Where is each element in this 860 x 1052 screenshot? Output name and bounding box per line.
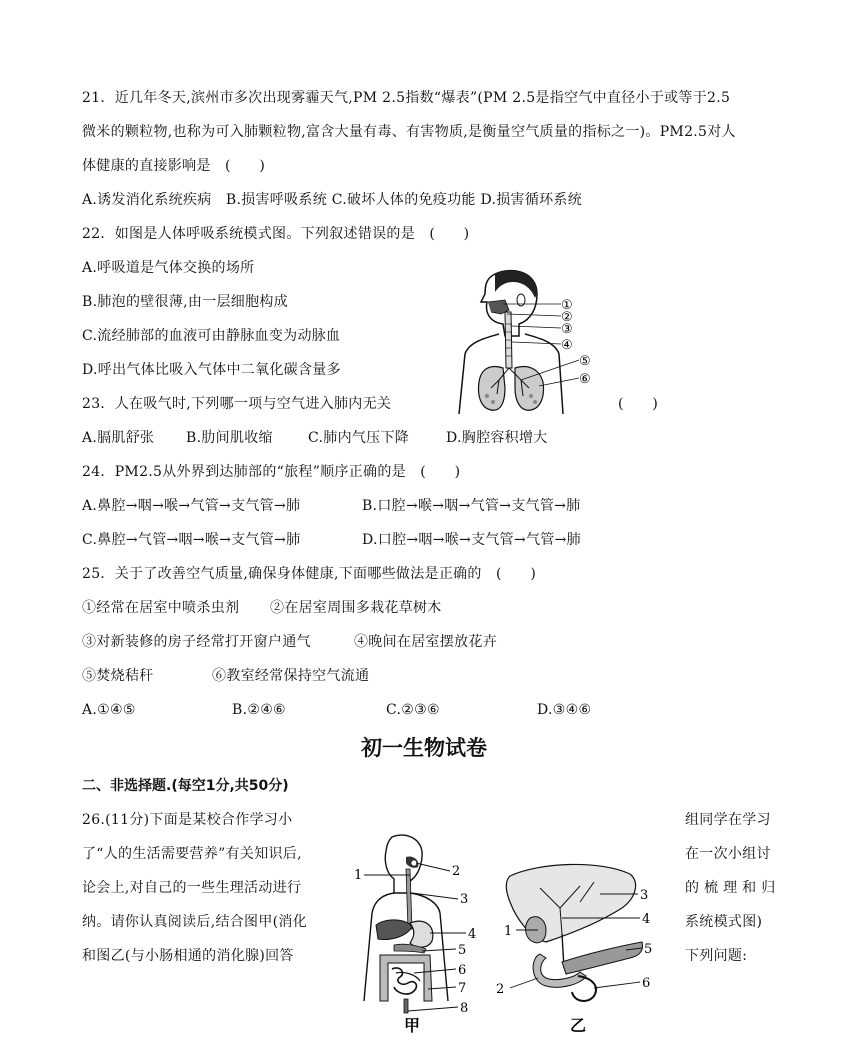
q23-option-c: C.肺内气压下降 — [308, 430, 410, 446]
section-heading: 二、非选择题.(每空1分,共50分) — [82, 778, 289, 794]
jia-label-3: 3 — [460, 892, 469, 907]
jia-label-7: 7 — [458, 981, 467, 996]
q26-line3-right: 的 梳 理 和 归 — [685, 880, 776, 896]
resp-label-3: ③ — [561, 322, 573, 337]
yi-label-5: 5 — [644, 942, 653, 957]
q25-option-b: B.②④⑥ — [232, 702, 286, 718]
q22-option-a: A.呼吸道是气体交换的场所 — [82, 260, 255, 276]
q25-item-2: ②在居室周围多栽花草树木 — [270, 600, 442, 616]
exam-title: 初一生物试卷 — [361, 736, 487, 760]
digestive-glands-figure — [490, 858, 670, 1044]
yi-label-2: 2 — [496, 982, 505, 997]
q25-option-d: D.③④⑥ — [537, 702, 592, 718]
q26-line1-left: 26.(11分)下面是某校合作学习小 — [82, 812, 293, 828]
resp-label-4: ④ — [561, 338, 573, 353]
q26-line2-right: 在一次小组讨 — [685, 846, 771, 862]
q22-stem: 22．如图是人体呼吸系统模式图。下列叙述错误的是 ( ) — [82, 226, 470, 242]
respiratory-system-figure — [455, 268, 615, 414]
jia-label-8: 8 — [460, 1001, 469, 1016]
q26-line2-left: 了“人的生活需要营养”有关知识后, — [82, 846, 302, 862]
q26-line4-right: 系统模式图) — [685, 914, 763, 930]
q24-option-d: D.口腔→咽→喉→支气管→气管→肺 — [362, 532, 581, 548]
q25-item-6: ⑥教室经常保持空气流通 — [212, 668, 370, 684]
q25-item-4: ④晚间在居室摆放花卉 — [354, 634, 497, 650]
q24-option-b: B.口腔→喉→咽→气管→支气管→肺 — [362, 498, 581, 514]
resp-label-6: ⑥ — [579, 372, 591, 387]
q25-item-5: ⑤焚烧秸秆 — [82, 668, 154, 684]
jia-label-1: 1 — [354, 868, 363, 883]
q25-item-1: ①经常在居室中喷杀虫剂 — [82, 600, 240, 616]
q23-option-b: B.肋间肌收缩 — [186, 430, 273, 446]
resp-label-1: ① — [561, 298, 573, 313]
jia-label-6: 6 — [458, 963, 467, 978]
q21-line1: 21．近几年冬天,滨州市多次出现雾霾天气,PM 2.5指数“爆表”(PM 2.5是指空气中直径小于或等于2.5 — [82, 90, 731, 106]
caption-jia: 甲 — [404, 1016, 421, 1035]
q21-options: A.诱发消化系统疾病 B.损害呼吸系统 C.破坏人体的免疫功能 D.损害循环系统 — [82, 192, 583, 208]
q25-option-c: C.②③⑥ — [386, 702, 440, 718]
q25-stem: 25．关于了改善空气质量,确保身体健康,下面哪些做法是正确的 ( ) — [82, 566, 537, 582]
yi-label-3: 3 — [640, 888, 649, 903]
q23-option-d: D.胸腔容积增大 — [446, 430, 548, 446]
q26-line1-right: 组同学在学习 — [685, 812, 771, 828]
q25-option-a: A.①④⑤ — [82, 702, 136, 718]
digestive-system-figure — [350, 833, 480, 1045]
q24-stem: 24．PM2.5从外界到达肺部的“旅程”顺序正确的是 ( ) — [82, 464, 461, 480]
yi-label-4: 4 — [642, 912, 651, 927]
q24-option-a: A.鼻腔→咽→喉→气管→支气管→肺 — [82, 498, 301, 514]
q25-item-3: ③对新装修的房子经常打开窗户通气 — [82, 634, 311, 650]
q24-option-c: C.鼻腔→气管→咽→喉→支气管→肺 — [82, 532, 301, 548]
jia-label-5: 5 — [458, 943, 467, 958]
q21-line2: 微米的颗粒物,也称为可入肺颗粒物,富含大量有毒、有害物质,是衡量空气质量的指标之一)。PM2.5对人 — [82, 124, 736, 140]
q26-line5-right: 下列问题: — [685, 948, 748, 964]
q26-line3-left: 论会上,对自己的一些生理活动进行 — [82, 880, 302, 896]
resp-label-5: ⑤ — [579, 354, 591, 369]
caption-yi: 乙 — [570, 1016, 587, 1035]
q26-line4-left: 纳。请你认真阅读后,结合图甲(消化 — [82, 914, 308, 930]
q23-stem: 23．人在吸气时,下列哪一项与空气进入肺内无关 — [82, 396, 392, 412]
yi-label-1: 1 — [504, 924, 513, 939]
q22-option-c: C.流经肺部的血液可由静脉血变为动脉血 — [82, 328, 341, 344]
q26-line5-left: 和图乙(与小肠相通的消化腺)回答 — [82, 948, 294, 964]
q23-option-a: A.膈肌舒张 — [82, 430, 155, 446]
q22-option-b: B.肺泡的壁很薄,由一层细胞构成 — [82, 294, 288, 310]
q22-option-d: D.呼出气体比吸入气体中二氧化碳含量多 — [82, 362, 341, 378]
jia-label-4: 4 — [468, 927, 477, 942]
yi-label-6: 6 — [642, 976, 651, 991]
q23-paren: ( ) — [618, 396, 659, 412]
resp-label-2: ② — [561, 310, 573, 325]
jia-label-2: 2 — [452, 864, 461, 879]
q21-line3: 体健康的直接影响是 ( ) — [82, 158, 266, 174]
